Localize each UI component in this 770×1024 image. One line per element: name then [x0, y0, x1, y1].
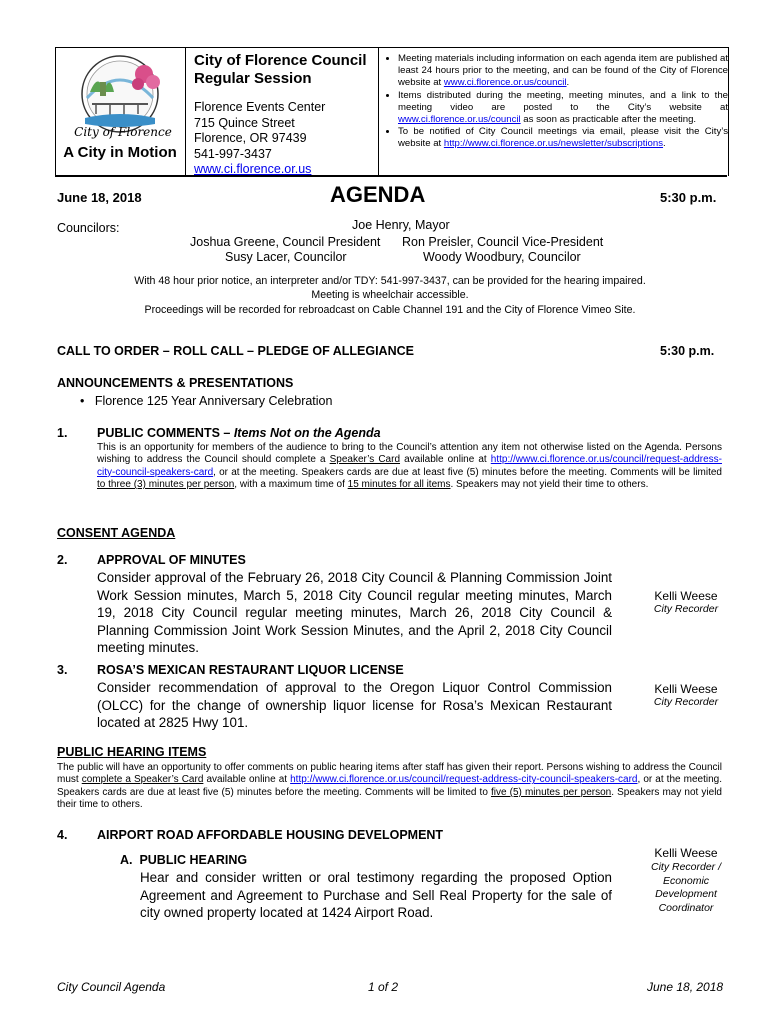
agenda-heading: AGENDA	[330, 182, 426, 207]
announcement-item: • Florence 125 Year Anniversary Celebration	[80, 394, 333, 408]
footer-date: June 18, 2018	[647, 980, 724, 994]
phone: 541-997-3437	[194, 146, 272, 161]
speakers-card-link[interactable]: http://www.ci.florence.or.us/council/request-address-city-council-speakers-card	[97, 454, 722, 478]
header-rule	[55, 175, 727, 177]
councilors-label: Councilors:	[57, 221, 120, 235]
public-hearing-subheading: A. PUBLIC HEARING	[120, 853, 248, 867]
logo-tagline: A City in Motion	[63, 144, 177, 161]
public-comments-text: This is an opportunity for members of the audience to bring to the Council’s attention any item not otherwise listed on the Agenda. Persons wishing to address the Council should complete a Speaker’s Card available online at http://www.ci.florence.or.us/council/request-address-city-council-speakers-card, or at the meeting. Speakers cards are due at least five (5) minutes before the meeting. Comments will be limited to three (3) minutes per person, with a maximum time of 15 minutes for all items. Speakers may not yield their time to others.	[97, 442, 722, 491]
liquor-license-text: Consider recommendation of approval to the Oregon Liquor Control Commission (OLCC) for the change of ownership liquor license for Rosa’s Mexican Restaurant located at 2825 Hwy 101.	[97, 680, 612, 731]
speakers-card-link[interactable]: http://www.ci.florence.or.us/council/request-address-city-council-speakers-card	[290, 774, 638, 786]
call-to-order-time: 5:30 p.m.	[660, 344, 715, 358]
notice-recording: Proceedings will be recorded for rebroadcast on Cable Channel 191 and the City of Florence Vimeo Site.	[144, 304, 636, 316]
presenter-role: City Recorder / Economic Development Coordinator	[650, 861, 722, 914]
council-title-line: City of Florence Council	[194, 52, 367, 69]
council-vice-president: Ron Preisler, Council Vice-President	[402, 235, 604, 249]
subscriptions-link[interactable]: http://www.ci.florence.or.us/newsletter/subscriptions	[443, 138, 664, 150]
liquor-license-heading: ROSA’S MEXICAN RESTAURANT LIQUOR LICENSE	[97, 663, 404, 677]
header-bullet: • To be notified of City Council meetings via email, please visit the City’s website at http://www.ci.florence.or.us/newsletter/subscriptions.	[398, 126, 728, 150]
council-session-line: Regular Session	[194, 70, 312, 87]
airport-road-heading: AIRPORT ROAD AFFORDABLE HOUSING DEVELOPMENT	[97, 828, 444, 842]
announcements-heading: ANNOUNCEMENTS & PRESENTATIONS	[57, 376, 294, 390]
presenter-role: City Recorder	[653, 696, 719, 708]
header-bullet-list	[386, 53, 728, 151]
council-president: Joshua Greene, Council President	[190, 235, 381, 249]
meeting-date: June 18, 2018	[57, 190, 142, 205]
call-to-order-heading: CALL TO ORDER – ROLL CALL – PLEDGE OF ALLEGIANCE	[57, 344, 414, 358]
item-number: 2.	[57, 553, 68, 567]
notice-wheelchair: Meeting is wheelchair accessible.	[311, 289, 469, 301]
meeting-time: 5:30 p.m.	[660, 190, 717, 205]
councilor: Woody Woodbury, Councilor	[423, 250, 581, 264]
council-link[interactable]: www.ci.florence.or.us/council	[443, 77, 567, 89]
street: 715 Quince Street	[194, 115, 295, 130]
logo-script-text: City of Florence	[74, 125, 172, 139]
header-divider	[185, 47, 186, 175]
header-bullet: • Items distributed during the meeting, meeting minutes, and a link to the meeting video are posted to the City’s website at www.ci.florence.or.us/council as soon as practicable after the meeting.	[398, 90, 728, 127]
presenter-name: Kelli Weese	[654, 682, 718, 696]
approval-of-minutes-heading: APPROVAL OF MINUTES	[97, 553, 246, 567]
public-hearing-subtext: Hear and consider written or oral testimony regarding the proposed Option Agreement and Agreement to Purchase and Sell Real Property for the sale of city owned property located at 1424 Airport Road.	[140, 870, 612, 921]
public-comments-heading: PUBLIC COMMENTS – Items Not on the Agenda	[97, 426, 381, 440]
page-number: 1 of 2	[368, 980, 399, 994]
header-bullet: • Meeting materials including information on each agenda item are published at least 24 hours prior to the meeting, and can be found of the City of Florence website at www.ci.florence.or.us/council.	[398, 53, 728, 90]
councilor: Susy Lacer, Councilor	[225, 250, 347, 264]
presenter-role: City Recorder	[653, 603, 719, 615]
footer-title: City Council Agenda	[57, 980, 166, 994]
bullet-dot: •	[80, 394, 85, 408]
item-number: 4.	[57, 828, 68, 842]
mayor: Joe Henry, Mayor	[352, 218, 450, 232]
city-state: Florence, OR 97439	[194, 131, 307, 145]
presenter-name: Kelli Weese	[654, 846, 718, 860]
public-hearing-text: The public will have an opportunity to offer comments on public hearing items after staff has given their report. Persons wishing to address the Council must complete a Speaker’s Card available online at http://www.ci.florence.or.us/council/request-address-city-council-speakers-card, or at the meeting. Speakers cards are due at least five (5) minutes before the meeting. Comments will be limited to five (5) minutes per person. Speakers may not yield their time to others.	[57, 762, 722, 811]
council-title	[194, 52, 376, 88]
speakers-card-label: Speaker’s Card	[329, 454, 401, 466]
website-link[interactable]: www.ci.florence.or.us	[194, 162, 312, 176]
council-address	[194, 100, 325, 178]
consent-agenda-heading: CONSENT AGENDA	[57, 526, 176, 540]
item-number: 1.	[57, 426, 68, 440]
venue: Florence Events Center	[194, 100, 326, 114]
presenter-name: Kelli Weese	[654, 589, 718, 603]
item-number: 3.	[57, 663, 68, 677]
header-divider	[378, 47, 379, 175]
council-link[interactable]: www.ci.florence.or.us/council	[398, 114, 521, 126]
approval-of-minutes-text: Consider approval of the February 26, 2018 City Council & Planning Commission Joint Work Session minutes, March 5, 2018 City Council regular meeting minutes, March 19, 2018 City Council regular meeting minutes, March 26, 2018 City Council & Planning Commission Joint Work Session Minutes, and the April 2, 2018 City Council meeting minutes.	[97, 570, 612, 656]
public-hearing-heading: PUBLIC HEARING ITEMS	[57, 745, 207, 759]
notice-interpreter: With 48 hour prior notice, an interpreter and/or TDY: 541-997-3437, can be provided for the hearing impaired.	[134, 275, 646, 287]
